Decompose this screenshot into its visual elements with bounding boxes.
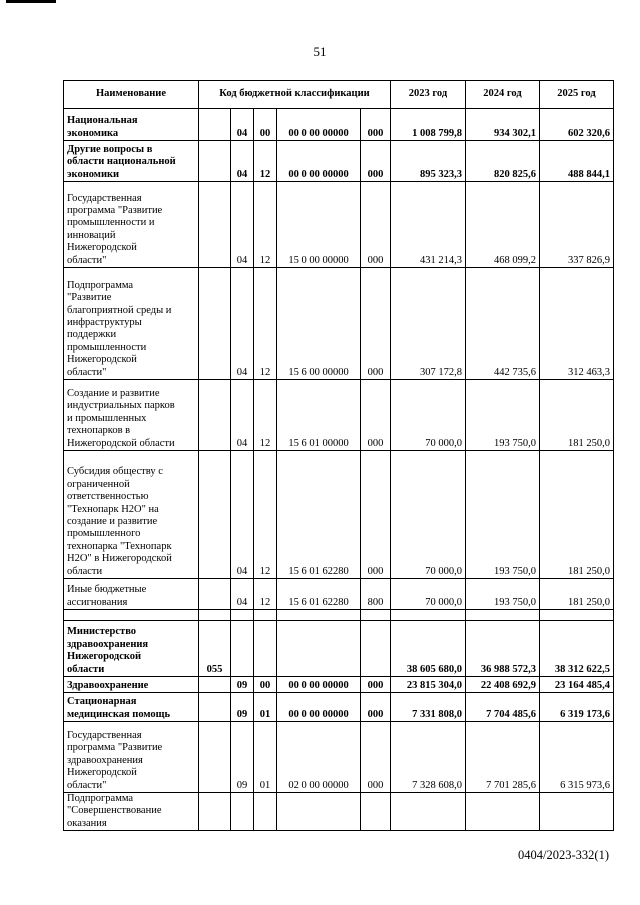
code-subchapter: 12: [254, 380, 277, 451]
empty-cell: [391, 610, 466, 621]
empty-cell: [199, 610, 231, 621]
code-article: 02 0 00 00000: [277, 722, 361, 793]
code-subchapter: 01: [254, 693, 277, 722]
code-type: 000: [361, 722, 391, 793]
value-2025: [540, 793, 614, 831]
value-2025: 312 463,3: [540, 268, 614, 380]
value-2025: 23 164 485,4: [540, 677, 614, 693]
code-subchapter: [254, 621, 277, 677]
code-section: [199, 268, 231, 380]
row-name: Стационарная медицинская помощь: [64, 693, 199, 722]
value-2023: 895 323,3: [391, 141, 466, 182]
value-2023: 70 000,0: [391, 380, 466, 451]
row-name: Иные бюджетные ассигнования: [64, 579, 199, 610]
code-chapter: 04: [231, 109, 254, 141]
code-subchapter: 12: [254, 141, 277, 182]
code-article: 00 0 00 00000: [277, 141, 361, 182]
value-2024: 36 988 572,3: [466, 621, 540, 677]
code-subchapter: 12: [254, 579, 277, 610]
code-article: 15 6 00 00000: [277, 268, 361, 380]
code-section: [199, 380, 231, 451]
value-2024: 934 302,1: [466, 109, 540, 141]
row-name: Национальная экономика: [64, 109, 199, 141]
code-chapter: 04: [231, 182, 254, 268]
value-2024: 7 704 485,6: [466, 693, 540, 722]
value-2023: 307 172,8: [391, 268, 466, 380]
code-type: [361, 621, 391, 677]
table-row: [64, 141, 614, 182]
code-article: 00 0 00 00000: [277, 109, 361, 141]
document-code: 0404/2023-332(1): [518, 848, 609, 862]
code-subchapter: [254, 793, 277, 831]
code-type: 000: [361, 693, 391, 722]
value-2024: 193 750,0: [466, 579, 540, 610]
code-article: 15 6 01 62280: [277, 451, 361, 579]
code-chapter: 09: [231, 677, 254, 693]
code-type: 000: [361, 109, 391, 141]
value-2023: [391, 793, 466, 831]
code-article: 00 0 00 00000: [277, 693, 361, 722]
value-2024: 820 825,6: [466, 141, 540, 182]
value-2023: 1 008 799,8: [391, 109, 466, 141]
value-2023: 7 328 608,0: [391, 722, 466, 793]
value-2025: 181 250,0: [540, 579, 614, 610]
header-row: [64, 81, 614, 109]
table-row: [64, 109, 614, 141]
value-2025: 488 844,1: [540, 141, 614, 182]
code-chapter: 04: [231, 380, 254, 451]
code-subchapter: 12: [254, 268, 277, 380]
header-code: Код бюджетной классификации: [199, 81, 391, 109]
code-type: 000: [361, 182, 391, 268]
code-type: 000: [361, 268, 391, 380]
table-row: [64, 693, 614, 722]
value-2023: 70 000,0: [391, 451, 466, 579]
value-2025: 38 312 622,5: [540, 621, 614, 677]
code-section: [199, 793, 231, 831]
code-type: 000: [361, 141, 391, 182]
code-subchapter: 12: [254, 182, 277, 268]
row-name: Министерство здравоохранения Нижегородской области: [64, 621, 199, 677]
header-2025: 2025 год: [540, 81, 614, 109]
value-2023: 38 605 680,0: [391, 621, 466, 677]
table-row: [64, 451, 614, 579]
value-2023: 23 815 304,0: [391, 677, 466, 693]
value-2025: 181 250,0: [540, 451, 614, 579]
code-subchapter: 12: [254, 451, 277, 579]
spacer-row: [64, 610, 614, 621]
table-row: [64, 722, 614, 793]
empty-cell: [254, 610, 277, 621]
table-body: [64, 109, 614, 831]
code-section: [199, 579, 231, 610]
value-2025: 337 826,9: [540, 182, 614, 268]
code-section: [199, 722, 231, 793]
value-2025: 6 319 173,6: [540, 693, 614, 722]
code-subchapter: 00: [254, 677, 277, 693]
code-chapter: 09: [231, 722, 254, 793]
header-2024: 2024 год: [466, 81, 540, 109]
code-type: 800: [361, 579, 391, 610]
value-2024: 7 701 285,6: [466, 722, 540, 793]
code-chapter: 09: [231, 693, 254, 722]
value-2023: 70 000,0: [391, 579, 466, 610]
code-section: [199, 141, 231, 182]
row-name: Другие вопросы в области национальной экономики: [64, 141, 199, 182]
code-chapter: 04: [231, 268, 254, 380]
page-number: 51: [313, 44, 327, 59]
header-name: Наименование: [64, 81, 199, 109]
code-type: 000: [361, 380, 391, 451]
value-2023: 431 214,3: [391, 182, 466, 268]
table-row: [64, 621, 614, 677]
row-name: Подпрограмма "Развитие благоприятной среды и инфраструктуры поддержки промышленности Нижегородской области": [64, 268, 199, 380]
table-row: [64, 268, 614, 380]
budget-table: [63, 80, 614, 831]
table-row: [64, 380, 614, 451]
code-article: 00 0 00 00000: [277, 677, 361, 693]
code-type: 000: [361, 677, 391, 693]
code-section: 055: [199, 621, 231, 677]
code-type: 000: [361, 451, 391, 579]
row-name: Государственная программа "Развитие промышленности и инноваций Нижегородской области": [64, 182, 199, 268]
value-2024: 193 750,0: [466, 451, 540, 579]
value-2023: 7 331 808,0: [391, 693, 466, 722]
code-chapter: [231, 793, 254, 831]
code-type: [361, 793, 391, 831]
table-row: [64, 793, 614, 831]
value-2025: 602 320,6: [540, 109, 614, 141]
code-article: 15 6 01 00000: [277, 380, 361, 451]
row-name: Создание и развитие индустриальных парков и промышленных технопарков в Нижегородской области: [64, 380, 199, 451]
value-2025: 6 315 973,6: [540, 722, 614, 793]
table-row: [64, 182, 614, 268]
value-2024: 442 735,6: [466, 268, 540, 380]
code-section: [199, 182, 231, 268]
value-2024: 22 408 692,9: [466, 677, 540, 693]
value-2025: 181 250,0: [540, 380, 614, 451]
code-chapter: 04: [231, 579, 254, 610]
code-subchapter: 01: [254, 722, 277, 793]
table-row: [64, 579, 614, 610]
value-2024: [466, 793, 540, 831]
top-edge-mark: [6, 0, 56, 3]
code-chapter: 04: [231, 451, 254, 579]
code-section: [199, 677, 231, 693]
empty-cell: [64, 610, 199, 621]
empty-cell: [231, 610, 254, 621]
value-2024: 193 750,0: [466, 380, 540, 451]
empty-cell: [466, 610, 540, 621]
row-name: Государственная программа "Развитие здравоохранения Нижегородской области": [64, 722, 199, 793]
empty-cell: [540, 610, 614, 621]
code-article: 15 6 01 62280: [277, 579, 361, 610]
code-chapter: 04: [231, 141, 254, 182]
code-section: [199, 693, 231, 722]
empty-cell: [277, 610, 361, 621]
row-name: Здравоохранение: [64, 677, 199, 693]
code-article: [277, 621, 361, 677]
code-section: [199, 109, 231, 141]
code-section: [199, 451, 231, 579]
code-article: 15 0 00 00000: [277, 182, 361, 268]
value-2024: 468 099,2: [466, 182, 540, 268]
table-row: [64, 677, 614, 693]
header-2023: 2023 год: [391, 81, 466, 109]
code-subchapter: 00: [254, 109, 277, 141]
row-name: Субсидия обществу с ограниченной ответственностью "Технопарк Н2О" на создание и развитие промышленного технопарка "Технопарк Н2О" в Нижегородской области: [64, 451, 199, 579]
empty-cell: [361, 610, 391, 621]
code-chapter: [231, 621, 254, 677]
code-article: [277, 793, 361, 831]
row-name: Подпрограмма "Совершенствование оказания: [64, 793, 199, 831]
